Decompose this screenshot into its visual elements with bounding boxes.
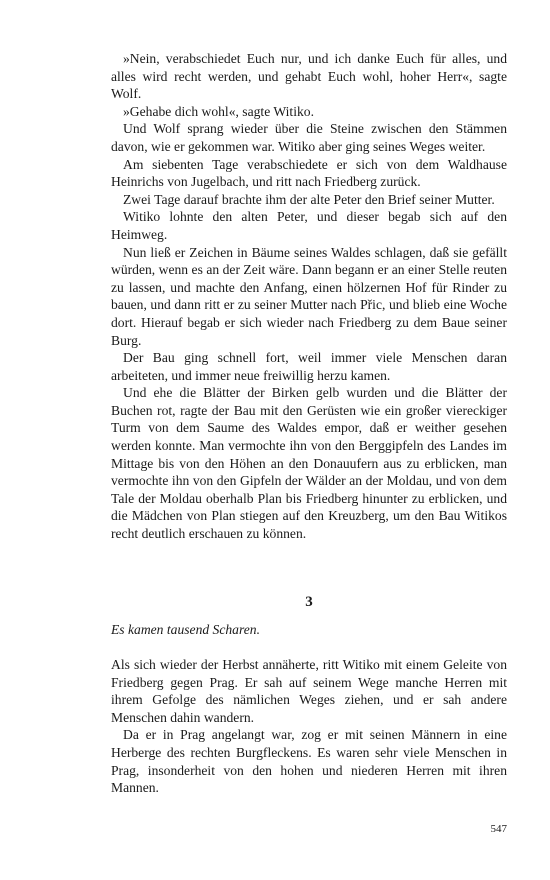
paragraph: Witiko lohnte den alten Peter, und dieser begab sich auf den Heimweg. — [111, 209, 507, 242]
paragraph: Und ehe die Blätter der Birken gelb wurden und die Blätter der Buchen rot, ragte der Bau mit den Gerüsten wie ein großer viereckiger Turm von dem Saume des Waldes empor, daß er weither gesehen werden konnte. Man vermochte ihn von den Berggipfeln des Landes im Mittage bis von den Höhen an den Donauufern aus zu erblicken, man vermochte ihn von den Gipfeln der Wälder an der Moldau, und von dem Tale der Moldau oberhalb Plan bis Friedberg hinunter zu erblicken, und die Mädchen von Plan stiegen auf den Kreuzberg, um den Bau Witikos recht deutlich erschauen zu können. — [111, 385, 507, 542]
paragraph: Zwei Tage darauf brachte ihm der alte Peter den Brief seiner Mutter. — [123, 191, 495, 207]
body-text-top — [111, 50, 507, 543]
paragraph: Als sich wieder der Herbst annäherte, ritt Witiko mit einem Geleite von Friedberg gegen Prag. Er sah auf seinem Wege manche Herren mit ihrem Gefolge des nämlichen Weges ziehen, und er sah andere Menschen dahin wandern. — [111, 657, 507, 725]
paragraph: Der Bau ging schnell fort, weil immer viele Menschen daran arbeiteten, und immer neue freiwillig herzu kamen. — [111, 350, 507, 383]
chapter-subtitle: Es kamen tausend Scharen. — [111, 622, 260, 637]
paragraph: Nun ließ er Zeichen in Bäume seines Waldes schlagen, daß sie gefällt würden, wenn es an der Zeit wäre. Dann begann er an einer Stelle reuten zu lassen, und machte den Anfang, einen hölzernen Hof für Rinder zu bauen, und dann ritt er zu seiner Mutter nach Přic, und blieb eine Woche dort. Hierauf begab er sich wieder nach Friedberg zu dem Baue seiner Burg. — [111, 244, 507, 348]
paragraph: Da er in Prag angelangt war, zog er mit seinen Männern in eine Herberge des rechten Burgfleckens. Es waren sehr viele Menschen in Prag, insonderheit von den hohen und niederen Herren mit ihren Mannen. — [111, 727, 507, 796]
paragraph: Am siebenten Tage verabschiedete er sich von dem Waldhause Heinrichs von Jugelbach, und ritt nach Friedberg zurück. — [111, 156, 507, 190]
body-text-bottom — [111, 656, 507, 797]
paragraph: »Nein, verabschiedet Euch nur, und ich danke Euch für alles, und alles wird recht werden, und gehabt Euch wohl, hoher Herr«, sagte Wolf. — [111, 51, 507, 102]
paragraph: Und Wolf sprang wieder über die Steine zwischen den Stämmen davon, wie er gekommen war. Witiko aber ging seines Weges weiter. — [111, 121, 507, 154]
paragraph: »Gehabe dich wohl«, sagte Witiko. — [123, 103, 314, 119]
page-number: 547 — [490, 823, 507, 835]
chapter-number: 3 — [305, 594, 313, 610]
